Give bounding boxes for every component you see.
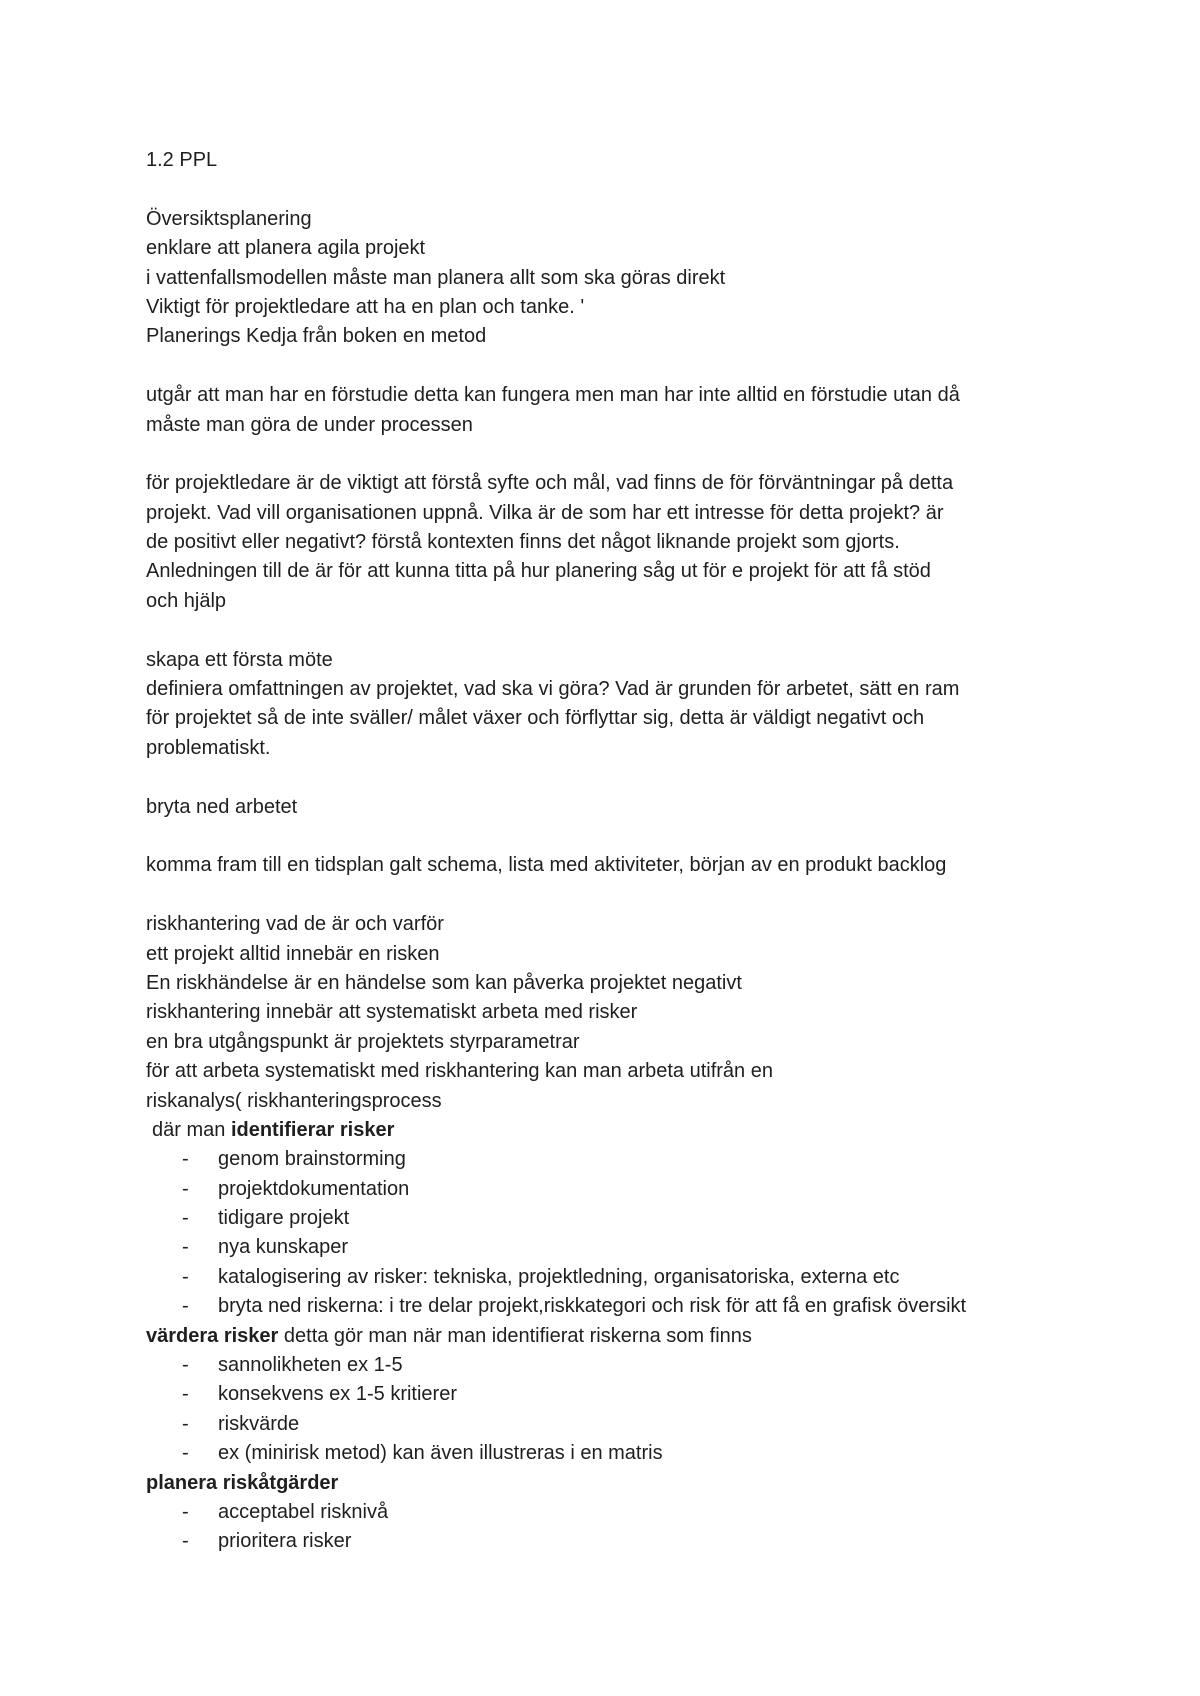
bullet-dash: - (182, 1530, 189, 1553)
text-line: enklare att planera agila projekt (146, 237, 426, 260)
bullet-dash: - (182, 1265, 189, 1288)
risk-block (146, 910, 1066, 1116)
list-item-text: sannolikheten ex 1-5 (218, 1354, 403, 1377)
list-item-text: genom brainstorming (218, 1148, 406, 1171)
text-line: riskanalys( riskhanteringsprocess (146, 1089, 442, 1112)
list-item-text: katalogisering av risker: tekniska, projektledning, organisatoriska, externa etc (218, 1265, 900, 1288)
text-line: en bra utgångspunkt är projektets styrparametrar (146, 1030, 580, 1053)
text-line: riskhantering innebär att systematiskt arbeta med risker (146, 1001, 638, 1024)
list-item (146, 1204, 1066, 1233)
bullet-dash: - (182, 1354, 189, 1377)
list-item (146, 1145, 1066, 1174)
bullet-dash: - (182, 1412, 189, 1435)
paragraph-bryta-ned: bryta ned arbetet (146, 795, 298, 818)
page-heading: 1.2 PPL (146, 149, 218, 171)
text-line: riskhantering vad de är och varför (146, 913, 444, 936)
list-item-text: bryta ned riskerna: i tre delar projekt,riskkategori och risk för att få en grafisk översikt (218, 1295, 967, 1318)
text-line: för projektet så de inte sväller/ målet växer och förflyttar sig, detta är väldigt negativt och (146, 707, 925, 730)
list-item-text: prioritera risker (218, 1530, 352, 1553)
text-line: problematiskt. (146, 736, 271, 759)
text-line: för projektledare är de viktigt att förstå syfte och mål, vad finns de för förväntningar på detta (146, 472, 954, 495)
text-line: Översiktsplanering (146, 207, 312, 230)
text-line: Viktigt för projektledare att ha en plan och tanke. ' (146, 295, 585, 318)
list-item-text: riskvärde (218, 1412, 300, 1435)
intro-block (146, 205, 1066, 352)
text-line: ett projekt alltid innebär en risken (146, 942, 440, 965)
paragraph-syfte (146, 469, 1066, 616)
evaluate-bold: värdera risker (146, 1324, 279, 1347)
evaluate-heading-line (146, 1322, 1066, 1351)
list-item (146, 1175, 1066, 1204)
bullet-dash: - (182, 1236, 189, 1259)
text-line: Planerings Kedja från boken en metod (146, 325, 487, 348)
bullet-dash: - (182, 1500, 189, 1523)
evaluate-suffix: detta gör man när man identifierat riskerna som finns (278, 1324, 752, 1347)
bullet-dash: - (182, 1295, 189, 1318)
list-item-text: acceptabel risknivå (218, 1500, 389, 1523)
bullet-dash: - (182, 1148, 189, 1171)
bullet-dash: - (182, 1383, 189, 1406)
identify-heading-line (146, 1116, 1066, 1145)
text-line: utgår att man har en förstudie detta kan fungera men man har inte alltid en förstudie utan då (146, 384, 960, 407)
plan-bold: planera riskåtgärder (146, 1471, 339, 1494)
identify-bold: identifierar risker (230, 1118, 395, 1141)
list-item (146, 1527, 1066, 1556)
plan-heading-line (146, 1469, 1066, 1498)
bullet-dash: - (182, 1177, 189, 1200)
list-item (146, 1292, 1066, 1321)
text-line: och hjälp (146, 589, 227, 612)
paragraph-tidsplan: komma fram till en tidsplan galt schema, lista med aktiviteter, början av en produkt backlog (146, 854, 947, 877)
identify-bullet-list (146, 1145, 1066, 1321)
list-item (146, 1233, 1066, 1262)
list-item-text: projektdokumentation (218, 1177, 410, 1200)
paragraph-mote (146, 646, 1066, 764)
bullet-dash: - (182, 1442, 189, 1465)
list-item (146, 1498, 1066, 1527)
evaluate-bullet-list (146, 1351, 1066, 1469)
list-item-text: ex (minirisk metod) kan även illustreras i en matris (218, 1442, 663, 1465)
text-line: de positivt eller negativt? förstå kontexten finns det något liknande projekt som gjorts. (146, 531, 900, 554)
list-item (146, 1263, 1066, 1292)
document-body (146, 146, 1066, 1557)
text-line: Anledningen till de är för att kunna titta på hur planering såg ut för e projekt för att få stöd (146, 560, 931, 583)
list-item-text: tidigare projekt (218, 1207, 350, 1230)
paragraph-forstudie (146, 381, 1066, 440)
list-item-text: nya kunskaper (218, 1236, 349, 1259)
text-line: definiera omfattningen av projektet, vad ska vi göra? Vad är grunden för arbetet, sätt en ram (146, 678, 960, 701)
plan-bullet-list (146, 1498, 1066, 1557)
text-line: i vattenfallsmodellen måste man planera allt som ska göras direkt (146, 266, 726, 289)
identify-prefix: där man (152, 1118, 231, 1141)
text-line: En riskhändelse är en händelse som kan påverka projektet negativt (146, 971, 742, 994)
text-line: måste man göra de under processen (146, 413, 473, 436)
list-item (146, 1410, 1066, 1439)
text-line: för att arbeta systematiskt med riskhantering kan man arbeta utifrån en (146, 1060, 773, 1083)
list-item (146, 1351, 1066, 1380)
text-line: skapa ett första möte (146, 648, 333, 671)
bullet-dash: - (182, 1207, 189, 1230)
text-line: projekt. Vad vill organisationen uppnå. Vilka är de som har ett intresse för detta projekt? är (146, 501, 944, 524)
list-item-text: konsekvens ex 1-5 kritierer (218, 1383, 457, 1406)
list-item (146, 1439, 1066, 1468)
list-item (146, 1380, 1066, 1409)
